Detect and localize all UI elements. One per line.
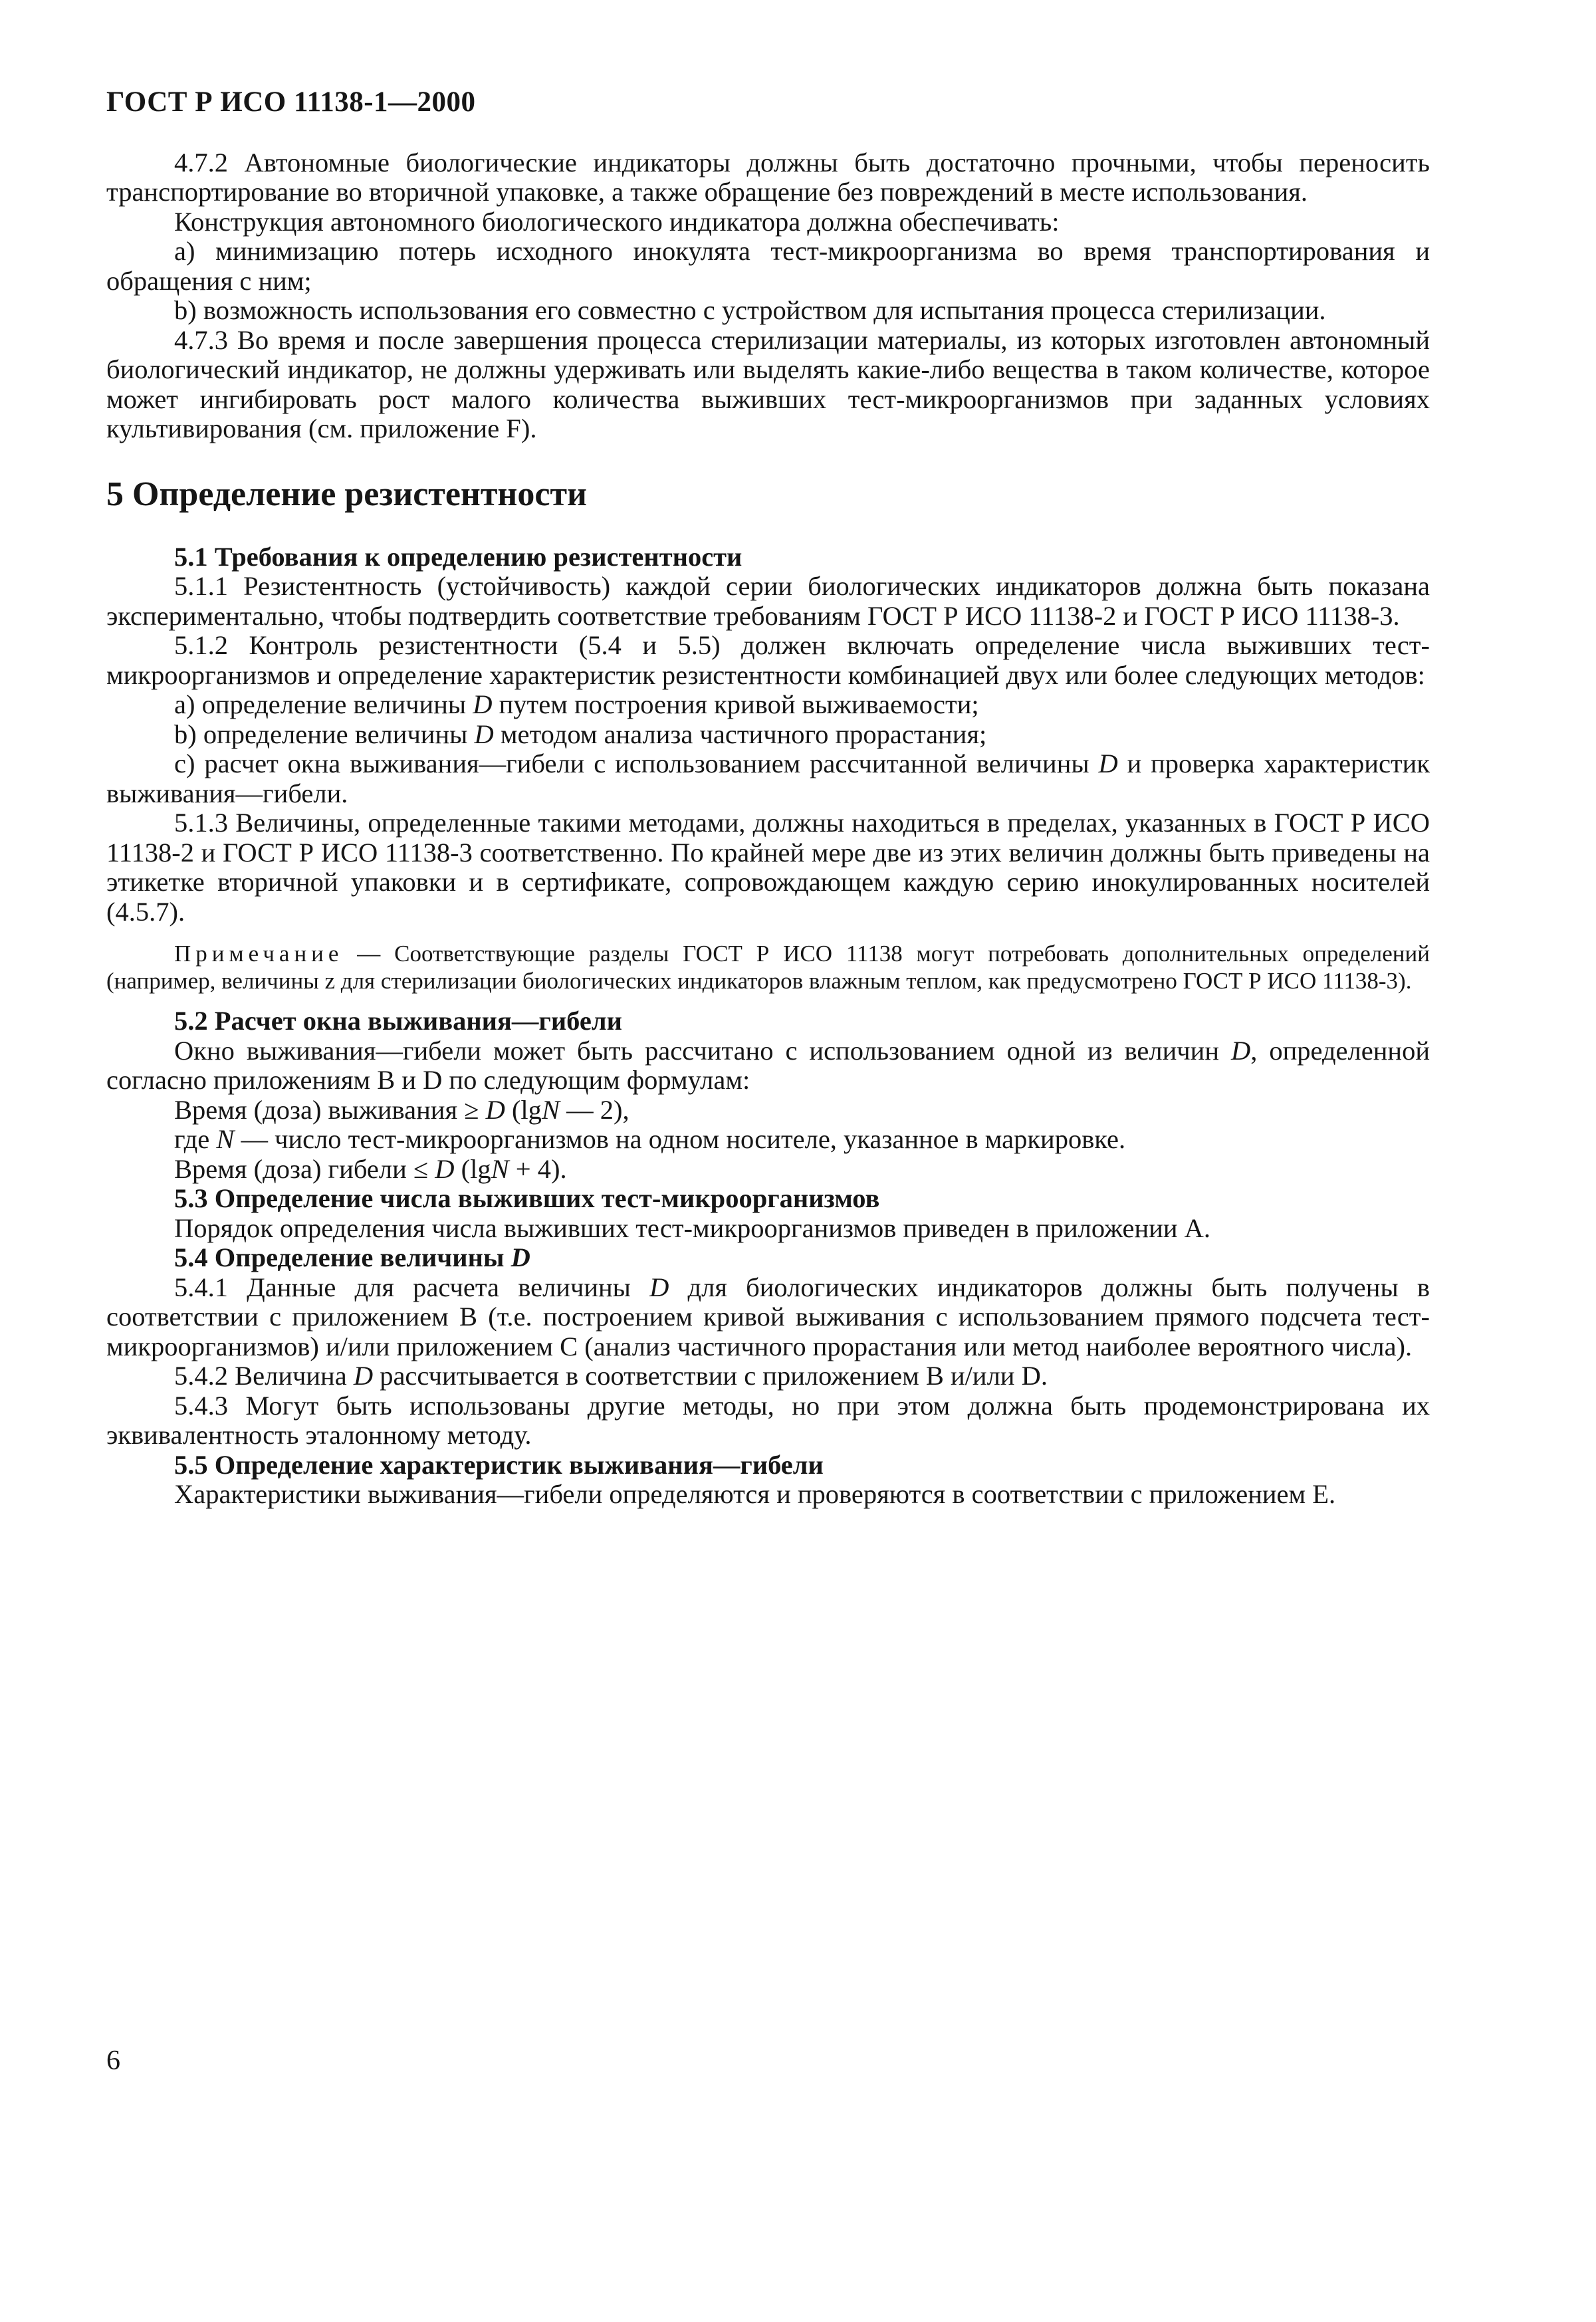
- section-5-3-title: 5.3 Определение числа выживших тест-микроорганизмов: [174, 1183, 880, 1213]
- paragraph-5-4-2: 5.4.2 Величина D рассчитывается в соответствии с приложением В и/или D.: [174, 1361, 1048, 1391]
- list-item-5-1-2-b: b) определение величины D методом анализа частичного прорастания;: [174, 719, 987, 749]
- paragraph-4-7-3: 4.7.3 Во время и после завершения процесса стерилизации материалы, из которых изготовлен автономный биологический индикатор, не должны удерживать или выделять какие-либо вещества в таком количестве, которое может ингибировать рост малого количества выживших тест-микроорганизмов при заданных условиях культивирования (см. приложение F).: [106, 324, 1430, 443]
- paragraph-5-3: Порядок определения числа выживших тест-микроорганизмов приведен в приложении А.: [174, 1213, 1211, 1243]
- formula-kill: Время (доза) гибели ≤ D (lgN + 4).: [174, 1153, 567, 1184]
- list-item-5-1-2-a: а) определение величины D путем построения кривой выживаемости;: [174, 689, 979, 719]
- note: [106, 940, 1430, 994]
- formula-where: где N — число тест-микроорганизмов на одном носителе, указанное в маркировке.: [174, 1124, 1126, 1154]
- paragraph-5-1-2: 5.1.2 Контроль резистентности (5.4 и 5.5) должен включать определение числа выживших тест-микроорганизмов и определение характеристик резистентности комбинацией двух или более следующих методов:: [106, 630, 1430, 690]
- section-5-4-title: 5.4 Определение величины D: [174, 1242, 530, 1272]
- list-item-a: а) минимизацию потерь исходного инокулята тест-микроорганизма во время транспортирования и обращения с ним;: [106, 236, 1430, 296]
- list-item-b: b) возможность использования его совместно с устройством для испытания процесса стерилизации.: [174, 295, 1326, 325]
- section-5-title: 5 Определение резистентности: [106, 475, 587, 513]
- paragraph-5-1-3: 5.1.3 Величины, определенные такими методами, должны находиться в пределах, указанных в ГОСТ Р ИСО 11138-2 и ГОСТ Р ИСО 11138-3 соответственно. По крайней мере две из этих величин должны быть приведены на этикетке вторичной упаковки и в сертификате, сопровождающем каждую серию инокулированных носителей (4.5.7).: [106, 808, 1430, 927]
- note-text: — Соответствующие разделы ГОСТ Р ИСО 11138 могут потребовать дополнительных определений (например, величины z для стерилизации биологических индикаторов влажным теплом, как предусмотрено ГОСТ Р ИСО 11138-3).: [106, 941, 1430, 994]
- paragraph-construction: Конструкция автономного биологического индикатора должна обеспечивать:: [174, 206, 1060, 237]
- running-header: ГОСТ Р ИСО 11138-1—2000: [106, 86, 476, 118]
- section-5-5-title: 5.5 Определение характеристик выживания—гибели: [174, 1449, 824, 1480]
- list-item-5-1-2-c: с) расчет окна выживания—гибели с использованием рассчитанной величины D и проверка характеристик выживания—гибели.: [106, 749, 1430, 808]
- paragraph-5-4-1: 5.4.1 Данные для расчета величины D для биологических индикаторов должны быть получены в соответствии с приложением В (т.е. построением кривой выживания с использованием прямого подсчета тест-микроорганизмов) и/или приложением С (анализ частичного прорастания или метод наиболее вероятного числа).: [106, 1272, 1430, 1361]
- paragraph-5-2: Окно выживания—гибели может быть рассчитано с использованием одной из величин D, определенной согласно приложениям В и D по следующим формулам:: [106, 1035, 1430, 1095]
- paragraph-4-7-2: 4.7.2 Автономные биологические индикаторы должны быть достаточно прочными, чтобы переносить транспортирование во вторичной упаковке, а также обращение без повреждений в месте использования.: [106, 147, 1430, 207]
- symbol-d: D: [474, 719, 494, 749]
- note-label: Примечание: [174, 941, 344, 967]
- paragraph-5-5: Характеристики выживания—гибели определяются и проверяются в соответствии с приложением Е.: [174, 1479, 1336, 1509]
- symbol-d: D: [1098, 749, 1118, 778]
- formula-survival: Время (доза) выживания ≥ D (lgN — 2),: [174, 1094, 629, 1125]
- page-number: 6: [106, 2045, 120, 2076]
- section-5-2-title: 5.2 Расчет окна выживания—гибели: [174, 1006, 622, 1036]
- section-5-1-title: 5.1 Требования к определению резистентности: [174, 541, 742, 572]
- symbol-d: D: [473, 689, 493, 719]
- paragraph-5-4-3: 5.4.3 Могут быть использованы другие методы, но при этом должна быть продемонстрирована их эквивалентность эталонному методу.: [106, 1390, 1430, 1450]
- paragraph-5-1-1: 5.1.1 Резистентность (устойчивость) каждой серии биологических индикаторов должна быть показана экспериментально, чтобы подтвердить соответствие требованиям ГОСТ Р ИСО 11138-2 и ГОСТ Р ИСО 11138-3.: [106, 571, 1430, 631]
